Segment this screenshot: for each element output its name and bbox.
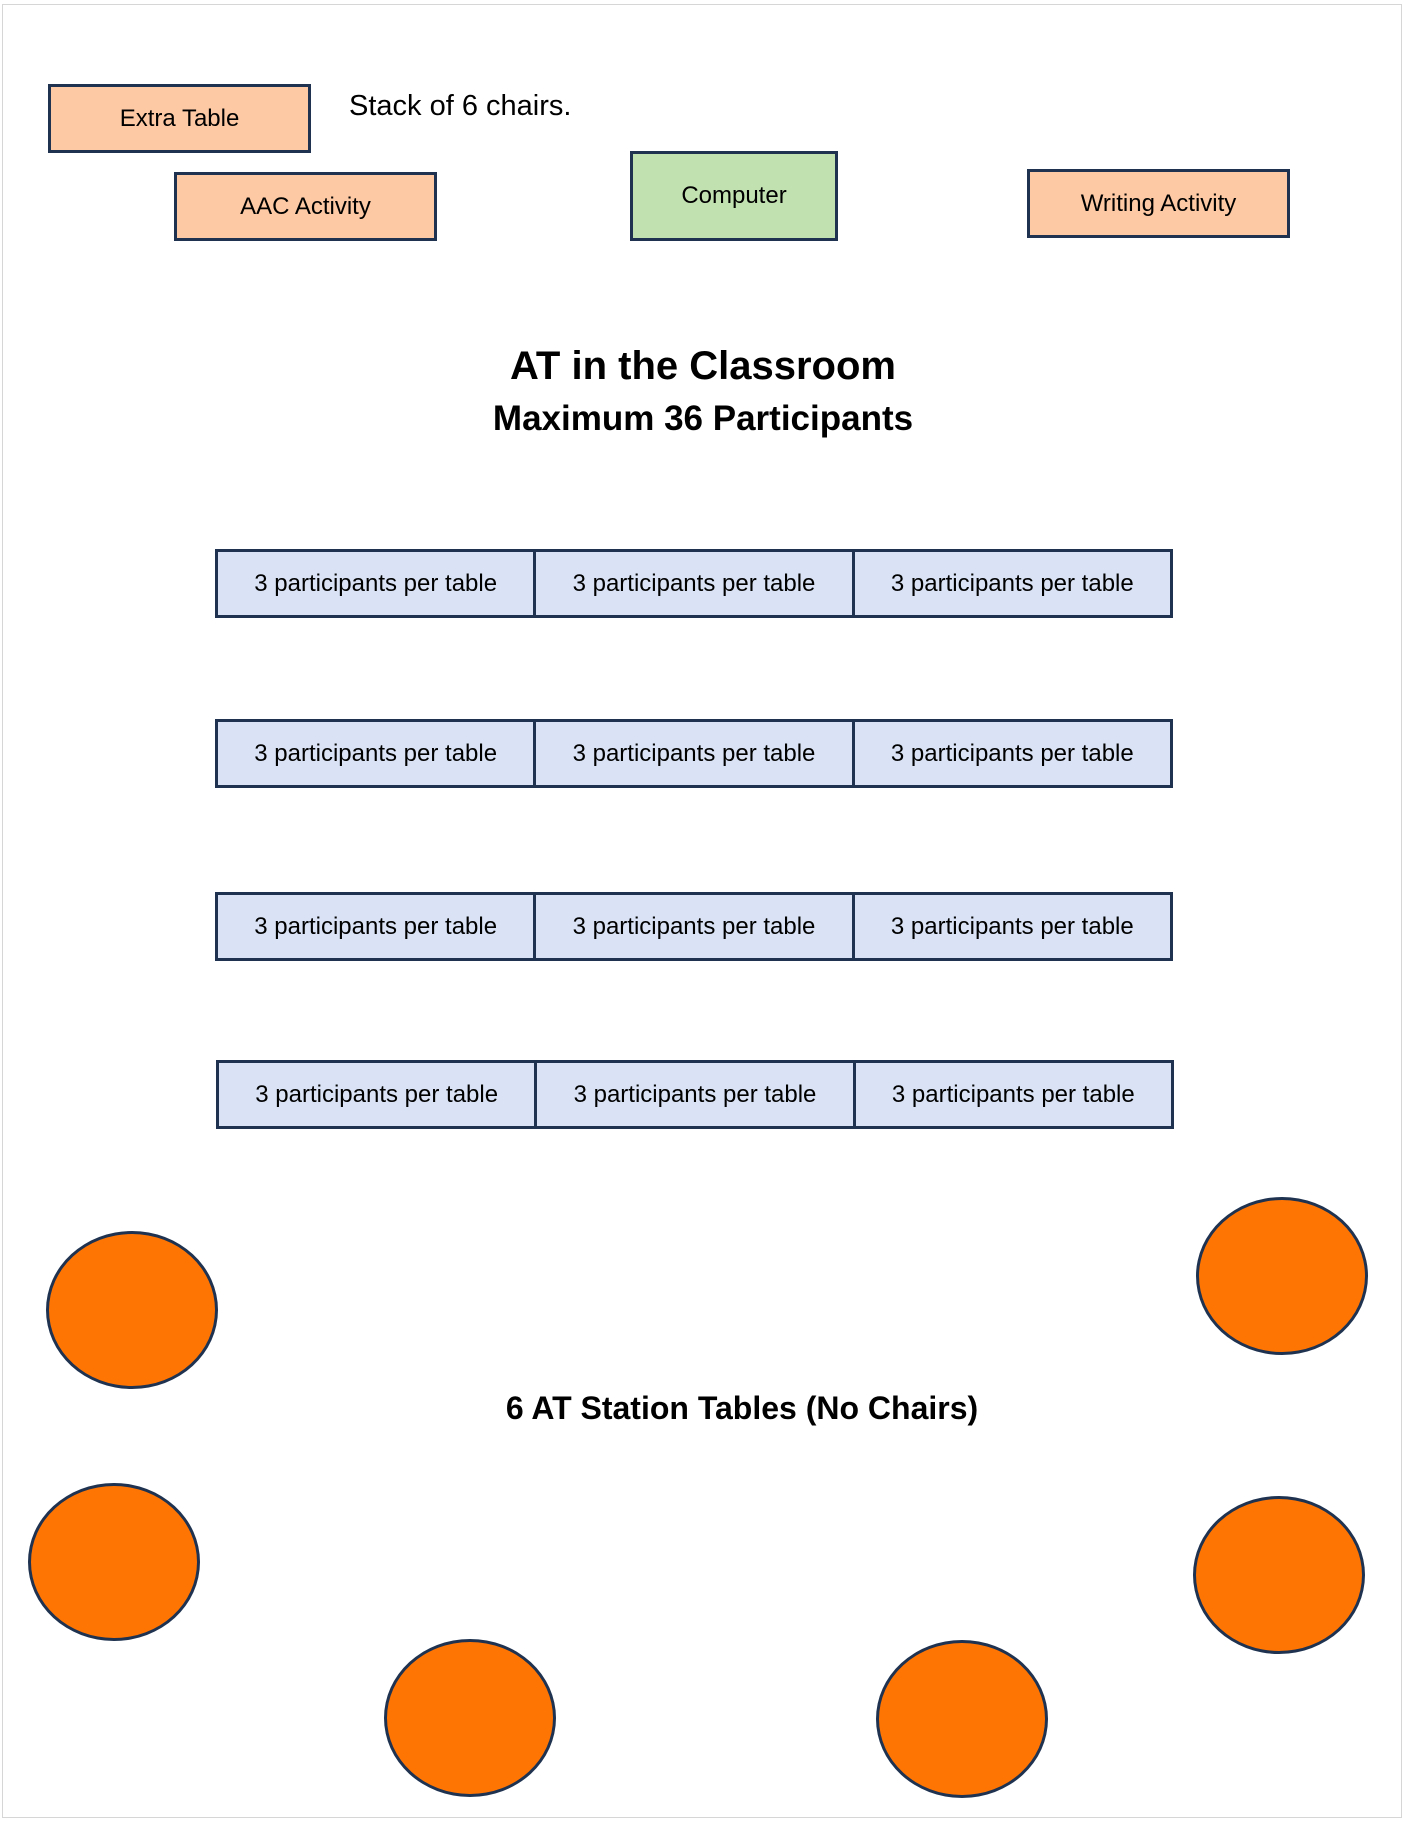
writing-activity-label: Writing Activity bbox=[1080, 189, 1237, 217]
at-station-table-3 bbox=[28, 1483, 200, 1641]
page-subtitle: Maximum 36 Participants bbox=[492, 399, 914, 438]
computer-box bbox=[630, 151, 838, 241]
stations-label: 6 AT Station Tables (No Chairs) bbox=[505, 1390, 979, 1426]
participant-table: 3 participants per table bbox=[537, 1060, 855, 1129]
at-station-table-4 bbox=[1193, 1496, 1365, 1654]
chairs-note: Stack of 6 chairs. bbox=[349, 90, 572, 122]
participant-table: 3 participants per table bbox=[536, 719, 854, 788]
participant-table: 3 participants per table bbox=[856, 1060, 1174, 1129]
at-station-table-5 bbox=[384, 1639, 556, 1797]
at-station-table-2 bbox=[1196, 1197, 1368, 1355]
extra-table-box bbox=[48, 84, 311, 153]
at-station-table-6 bbox=[876, 1640, 1048, 1798]
participant-table: 3 participants per table bbox=[216, 1060, 537, 1129]
participant-table: 3 participants per table bbox=[536, 892, 854, 961]
table-row-4 bbox=[216, 1060, 1174, 1129]
table-row-2 bbox=[215, 719, 1173, 788]
participant-table: 3 participants per table bbox=[855, 892, 1173, 961]
participant-table: 3 participants per table bbox=[536, 549, 854, 618]
writing-activity-box bbox=[1027, 169, 1290, 238]
table-row-3 bbox=[215, 892, 1173, 961]
participant-table: 3 participants per table bbox=[215, 719, 536, 788]
extra-table-label: Extra Table bbox=[119, 104, 240, 132]
aac-activity-box bbox=[174, 172, 437, 241]
participant-table: 3 participants per table bbox=[215, 892, 536, 961]
participant-table: 3 participants per table bbox=[215, 549, 536, 618]
aac-activity-label: AAC Activity bbox=[240, 192, 371, 220]
page-title: AT in the Classroom bbox=[510, 344, 896, 388]
computer-label: Computer bbox=[681, 182, 787, 209]
at-station-table-1 bbox=[46, 1231, 218, 1389]
participant-table: 3 participants per table bbox=[855, 719, 1173, 788]
table-row-1 bbox=[215, 549, 1173, 618]
participant-table: 3 participants per table bbox=[855, 549, 1173, 618]
